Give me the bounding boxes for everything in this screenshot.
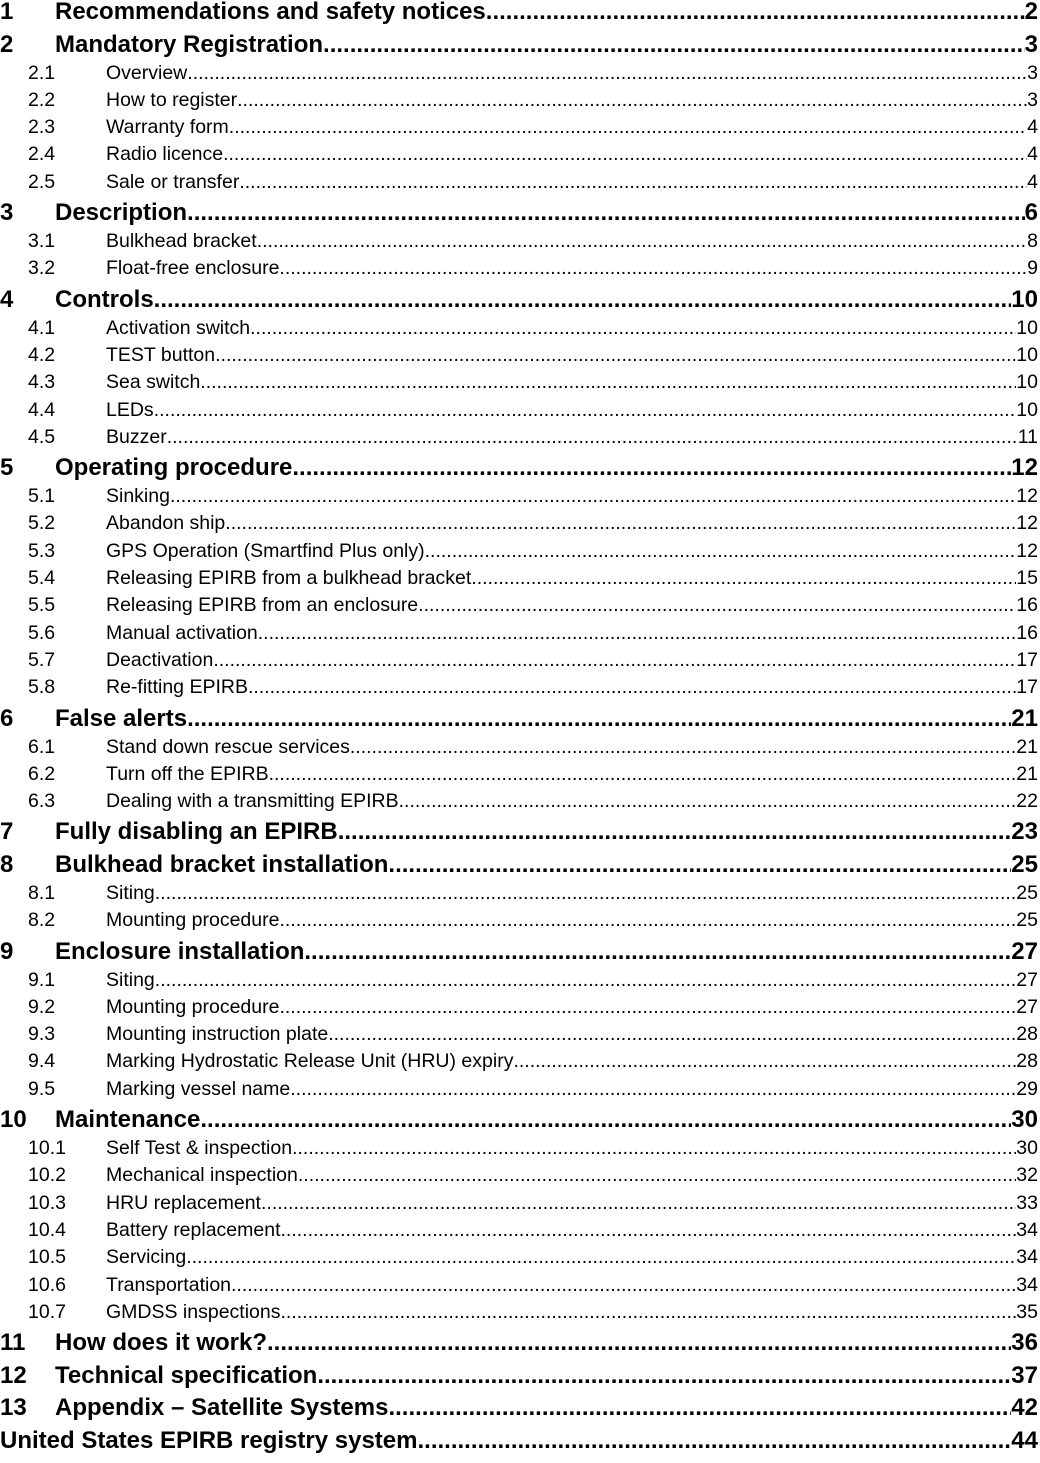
toc-entry-page-number: 28 [1016,1050,1038,1073]
toc-entry-page-number: 2 [1024,0,1038,25]
toc-chapter-entry[interactable] [0,704,1040,734]
toc-entry-number: 10 [0,1106,27,1133]
toc-entry-title: Buzzer [106,425,167,448]
toc-section-entry[interactable] [0,761,1040,788]
toc-entry-page-number: 34 [1016,1246,1038,1269]
toc-entry-title: Mechanical inspection [106,1164,298,1187]
toc-section-entry[interactable] [0,880,1040,907]
toc-section-entry[interactable] [0,369,1040,396]
toc-dot-leader [471,565,1016,592]
toc-entry-number: 4.5 [28,425,56,448]
toc-entry-title: Abandon ship [106,512,226,535]
toc-dot-leader [304,937,1011,967]
toc-section-entry[interactable] [0,169,1040,196]
toc-section-entry[interactable] [0,315,1040,342]
toc-entry-title: False alerts [55,704,188,732]
toc-dot-leader [279,994,1016,1021]
toc-entry-number: 2.1 [28,61,56,84]
toc-entry-number: 4 [0,285,14,313]
toc-entry-number: 12 [0,1361,27,1389]
toc-section-entry[interactable] [0,538,1040,565]
toc-entry-page-number: 29 [1016,1077,1038,1100]
toc-entry-title: Float-free enclosure [106,257,280,280]
toc-entry-page-number: 4 [1027,116,1038,139]
toc-entry-page-number: 6 [1024,199,1038,226]
toc-entry-number: 3.2 [28,257,56,280]
toc-entry-title: Description [55,199,188,226]
toc-dot-leader [267,1328,1011,1358]
toc-entry-title: Appendix – Satellite Systems [55,1394,389,1422]
toc-entry-title: Sale or transfer [106,170,240,193]
toc-entry-title: Dealing with a transmitting EPIRB [106,790,399,813]
toc-entry-title: Marking vessel name [106,1077,291,1100]
toc-section-entry[interactable] [0,60,1040,87]
toc-entry-number: 9.3 [28,1023,56,1046]
toc-entry-number: 2.3 [28,116,56,139]
toc-entry-page-number: 36 [1011,1329,1038,1357]
toc-entry-title: Re-fitting EPIRB [106,676,248,699]
toc-section-entry[interactable] [0,565,1040,592]
toc-entry-page-number: 11 [1017,425,1038,448]
toc-entry-title: LEDs [106,398,154,421]
toc-dot-leader [328,1021,1016,1048]
toc-entry-number: 8 [0,850,14,878]
toc-section-entry[interactable] [0,1244,1040,1271]
toc-entry-page-number: 27 [1016,995,1038,1018]
toc-chapter-entry[interactable] [0,198,1040,228]
toc-section-entry[interactable] [0,907,1040,934]
toc-entry-page-number: 35 [1016,1300,1038,1323]
toc-entry-title: Battery replacement [106,1218,281,1241]
toc-entry-page-number: 27 [1011,937,1038,965]
toc-entry-title: Releasing EPIRB from a bulkhead bracket [106,567,472,589]
toc-entry-title: Siting [106,968,155,991]
toc-entry-page-number: 28 [1016,1023,1038,1046]
toc-section-entry[interactable] [0,592,1040,619]
toc-entry-title: Servicing [106,1246,187,1269]
toc-dot-leader [258,620,1017,647]
toc-entry-number: 4.3 [28,371,56,394]
toc-entry-title: TEST button [106,343,216,366]
toc-entry-number: 10.7 [28,1300,66,1323]
toc-entry-title: Marking Hydrostatic Release Unit (HRU) expiry [106,1050,514,1073]
toc-entry-page-number: 30 [1011,1106,1038,1133]
toc-entry-page-number: 33 [1016,1191,1038,1214]
toc-section-entry[interactable] [0,1162,1040,1189]
toc-dot-leader [388,1393,1011,1423]
toc-dot-leader [317,1361,1011,1391]
toc-entry-title: Enclosure installation [55,937,305,965]
toc-dot-leader [292,1135,1016,1162]
toc-entry-number: 5.5 [28,594,56,617]
toc-section-entry[interactable] [0,1048,1040,1075]
toc-entry-page-number: 4 [1027,170,1038,193]
toc-section-entry[interactable] [0,397,1040,424]
toc-entry-title: United States EPIRB registry system [0,1426,418,1454]
toc-section-entry[interactable] [0,228,1040,255]
toc-entry-number: 10.6 [28,1273,66,1296]
toc-chapter-entry[interactable] [0,0,1040,27]
toc-entry-number: 6.2 [28,762,56,785]
toc-chapter-entry[interactable] [0,1361,1040,1391]
toc-entry-title: How to register [106,88,238,111]
toc-entry-page-number: 3 [1027,61,1038,84]
toc-dot-leader [486,0,1025,27]
toc-entry-title: Manual activation [106,621,258,644]
toc-entry-title: Mounting procedure [106,995,280,1018]
toc-entry-number: 5.1 [28,485,56,508]
toc-dot-leader [229,114,1027,141]
toc-dot-leader [155,880,1017,907]
toc-dot-leader [425,538,1017,565]
toc-entry-number: 13 [0,1394,27,1422]
toc-entry-page-number: 15 [1016,567,1038,589]
toc-dot-leader [338,817,1012,847]
toc-entry-title: Siting [106,881,155,904]
toc-entry-page-number: 21 [1011,704,1038,732]
toc-entry-number: 10.2 [28,1164,66,1187]
toc-entry-number: 2.2 [28,88,56,111]
toc-entry-number: 2.4 [28,143,56,166]
toc-entry-page-number: 12 [1011,454,1038,482]
toc-chapter-entry[interactable] [0,453,1040,483]
toc-entry-number: 5.4 [28,567,56,589]
toc-entry-title: Turn off the EPIRB [106,762,269,785]
toc-dot-leader [186,1244,1016,1271]
toc-entry-page-number: 12 [1016,512,1038,535]
toc-entry-page-number: 16 [1016,621,1038,644]
toc-entry-page-number: 12 [1016,539,1038,562]
toc-entry-number: 4.1 [28,316,56,339]
toc-entry-title: Stand down rescue services [106,735,350,758]
toc-entry-page-number: 25 [1016,881,1038,904]
toc-entry-title: Controls [55,285,154,313]
toc-section-entry[interactable] [0,510,1040,537]
toc-entry-page-number: 21 [1016,735,1038,758]
toc-entry-title: Recommendations and safety notices [55,0,486,25]
toc-chapter-entry[interactable] [0,1105,1040,1135]
toc-entry-title: Self Test & inspection [106,1137,293,1159]
toc-entry-page-number: 10 [1011,285,1038,313]
toc-dot-leader [248,674,1016,701]
toc-entry-number: 5 [0,454,14,482]
toc-entry-number: 2.5 [28,170,56,193]
toc-entry-page-number: 16 [1016,594,1038,617]
toc-entry-title: Releasing EPIRB from an enclosure [106,594,419,617]
toc-entry-number: 1 [0,0,14,25]
toc-entry-number: 8.1 [28,881,56,904]
toc-entry-title: Overview [106,61,188,84]
toc-chapter-entry[interactable] [0,817,1040,847]
toc-section-entry[interactable] [0,87,1040,114]
toc-section-entry[interactable] [0,788,1040,815]
toc-entry-title: Mounting procedure [106,909,280,932]
toc-entry-title: Bulkhead bracket [106,230,257,252]
toc-section-entry[interactable] [0,1135,1040,1162]
toc-dot-leader [261,1190,1016,1217]
toc-section-entry[interactable] [0,255,1040,282]
toc-section-entry[interactable] [0,342,1040,369]
toc-entry-page-number: 10 [1016,316,1038,339]
toc-dot-leader [187,60,1027,87]
toc-entry-page-number: 25 [1016,909,1038,932]
toc-dot-leader [187,704,1011,734]
toc-dot-leader [279,255,1027,282]
toc-entry-number: 9 [0,937,14,965]
toc-entry-number: 10.3 [28,1191,66,1214]
toc-section-entry[interactable] [0,967,1040,994]
toc-section-entry[interactable] [0,1217,1040,1244]
toc-dot-leader [399,788,1017,815]
toc-section-entry[interactable] [0,1076,1040,1103]
toc-entry-number: 11 [0,1329,26,1357]
toc-entry-page-number: 21 [1016,762,1038,785]
toc-dot-leader [388,850,1011,880]
toc-entry-title: Mandatory Registration [55,30,324,58]
toc-section-entry[interactable] [0,1021,1040,1048]
toc-dot-leader [279,907,1016,934]
toc-section-entry[interactable] [0,620,1040,647]
toc-section-entry[interactable] [0,141,1040,168]
toc-entry-page-number: 10 [1016,398,1038,421]
toc-dot-leader [154,397,1017,424]
toc-section-entry[interactable] [0,114,1040,141]
toc-dot-leader [167,424,1018,451]
toc-entry-title: Operating procedure [55,454,293,482]
toc-entry-title: Deactivation [106,648,214,671]
toc-entry-number: 10.4 [28,1218,66,1241]
toc-entry-title: Mounting instruction plate [106,1023,329,1046]
toc-dot-leader [223,141,1027,168]
toc-entry-number: 10.5 [28,1246,66,1269]
toc-entry-page-number: 10 [1016,343,1038,366]
toc-chapter-entry[interactable] [0,1328,1040,1358]
toc-dot-leader [170,483,1016,510]
toc-entry-number: 9.2 [28,995,56,1018]
toc-entry-page-number: 32 [1016,1164,1038,1187]
toc-entry-page-number: 8 [1027,230,1038,252]
toc-entry-number: 6 [0,704,14,732]
toc-chapter-entry[interactable] [0,1393,1040,1423]
toc-entry-number: 10.1 [28,1137,66,1159]
toc-section-entry[interactable] [0,674,1040,701]
toc-dot-leader [237,87,1027,114]
toc-section-entry[interactable] [0,1190,1040,1217]
toc-entry-title: Fully disabling an EPIRB [55,818,338,846]
toc-dot-leader [250,315,1016,342]
toc-dot-leader [257,228,1027,255]
toc-section-entry[interactable] [0,424,1040,451]
toc-entry-page-number: 25 [1011,850,1038,878]
toc-entry-title: How does it work? [55,1329,268,1357]
toc-entry-number: 5.8 [28,676,56,699]
toc-entry-number: 7 [0,818,14,846]
toc-dot-leader [269,761,1017,788]
toc-entry-number: 9.5 [28,1077,56,1100]
toc-dot-leader [239,169,1027,196]
toc-section-entry[interactable] [0,483,1040,510]
toc-entry-number: 5.7 [28,648,56,671]
toc-dot-leader [200,369,1016,396]
toc-chapter-entry[interactable] [0,937,1040,967]
toc-dot-leader [292,453,1011,483]
toc-entry-number: 6.3 [28,790,56,813]
toc-dot-leader [298,1162,1016,1189]
toc-chapter-entry[interactable] [0,30,1040,60]
toc-entry-page-number: 22 [1016,790,1038,813]
toc-entry-number: 4.2 [28,343,56,366]
toc-entry-number: 3.1 [28,230,56,252]
toc-entry-page-number: 37 [1011,1361,1038,1389]
toc-chapter-entry[interactable] [0,285,1040,315]
toc-entry-title: Activation switch [106,316,251,339]
toc-entry-title: GMDSS inspections [106,1300,281,1323]
toc-dot-leader [187,198,1025,228]
toc-section-entry[interactable] [0,734,1040,761]
toc-entry-page-number: 10 [1016,371,1038,394]
toc-entry-page-number: 34 [1016,1218,1038,1241]
toc-entry-number: 9.1 [28,968,56,991]
toc-dot-leader [290,1076,1016,1103]
toc-dot-leader [281,1217,1017,1244]
toc-dot-leader [155,967,1017,994]
toc-dot-leader [280,1299,1016,1326]
toc-entry-page-number: 17 [1016,676,1038,699]
toc-entry-page-number: 17 [1016,648,1038,671]
toc-section-entry[interactable] [0,994,1040,1021]
toc-entry-page-number: 3 [1027,88,1038,111]
toc-dot-leader [225,510,1016,537]
toc-entry-page-number: 4 [1027,143,1038,166]
toc-entry-title: HRU replacement [106,1191,261,1214]
toc-section-entry[interactable] [0,647,1040,674]
toc-entry-number: 3 [0,199,14,226]
toc-entry-page-number: 23 [1011,818,1038,846]
toc-entry-title: Technical specification [55,1361,318,1389]
toc-entry-title: Sea switch [106,371,201,394]
toc-entry-number: 5.6 [28,621,56,644]
toc-entry-title: Transportation [106,1273,232,1296]
toc-entry-page-number: 12 [1016,485,1038,508]
toc-entry-number: 5.2 [28,512,56,535]
toc-entry-page-number: 3 [1024,30,1038,58]
toc-dot-leader [323,30,1025,60]
toc-dot-leader [513,1048,1016,1075]
toc-entry-page-number: 30 [1016,1137,1038,1159]
toc-entry-number: 2 [0,30,14,58]
toc-entry-number: 9.4 [28,1050,56,1073]
toc-dot-leader [350,734,1016,761]
toc-entry-page-number: 42 [1011,1394,1038,1422]
toc-entry-title: Sinking [106,485,170,508]
toc-dot-leader [213,647,1016,674]
toc-entry-page-number: 9 [1027,257,1038,280]
toc-dot-leader [200,1105,1011,1135]
toc-entry-title: Bulkhead bracket installation [55,850,389,878]
toc-section-entry[interactable] [0,1272,1040,1299]
toc-entry-title: GPS Operation (Smartfind Plus only) [106,539,425,562]
toc-entry-number: 8.2 [28,909,56,932]
toc-entry-page-number: 44 [1011,1426,1038,1454]
toc-entry-title: Maintenance [55,1106,201,1133]
toc-dot-leader [215,342,1016,369]
toc-entry-number: 6.1 [28,735,56,758]
toc-entry-page-number: 34 [1016,1273,1038,1296]
toc-entry-page-number: 27 [1016,968,1038,991]
toc-entry-title: Radio licence [106,143,224,166]
toc-dot-leader [417,1426,1011,1456]
toc-dot-leader [231,1272,1016,1299]
toc-dot-leader [418,592,1016,619]
toc-section-entry[interactable] [0,1299,1040,1326]
toc-chapter-entry[interactable] [0,1426,1040,1456]
toc-dot-leader [154,285,1012,315]
toc-entry-number: 5.3 [28,539,56,562]
toc-entry-title: Warranty form [106,116,229,139]
toc-entry-number: 4.4 [28,398,56,421]
toc-chapter-entry[interactable] [0,850,1040,880]
